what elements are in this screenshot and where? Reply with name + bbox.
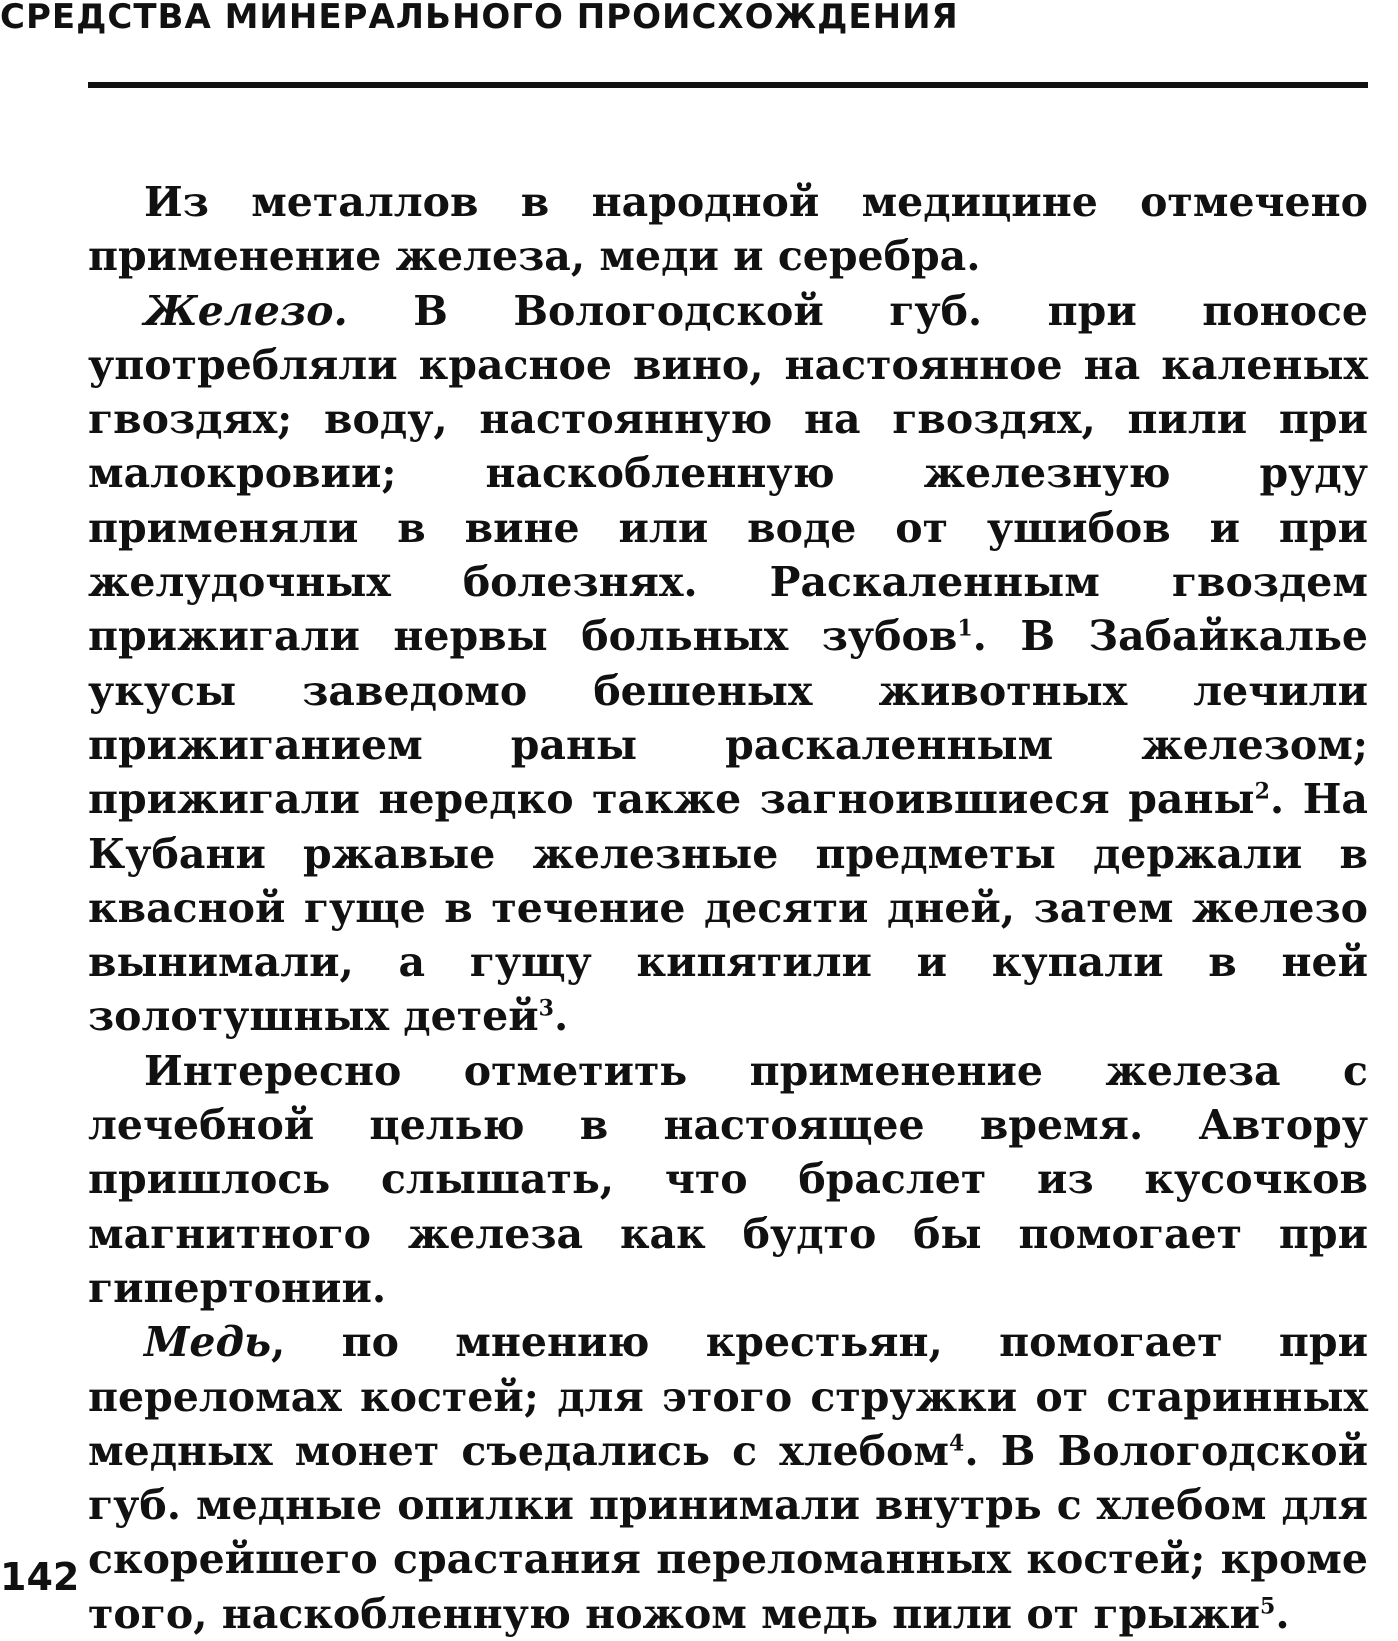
text-segment: , по мнению крестьян, помогает при переломах костей; для этого стружки от старинных медных монет съедались с хлебом (88, 1318, 1368, 1475)
text-segment: . На Кубани ржавые железные предметы держали в квасной гуще в течение десяти дней, затем железо вынимали, а гущу кипятили и купали в ней золотушных детей (88, 775, 1368, 1041)
footnote-ref-4[interactable]: 4 (949, 1430, 965, 1457)
paragraph-copper (88, 1315, 1368, 1641)
text-segment: . В Вологодской губ. медные опилки принимали внутрь с хлебом для скорейшего срастания переломанных костей; кроме того, наскобленную ножом медь пили от грыжи (88, 1426, 1368, 1638)
running-header: СРЕДСТВА МИНЕРАЛЬНОГО ПРОИСХОЖДЕНИЯ (0, 0, 959, 37)
header-rule (88, 82, 1368, 88)
paragraph-magnetic: Интересно отметить применение железа с лечебной целью в настоящее время. Автору пришлось слышать, что браслет из кусочков магнитного железа как будто бы помогает при гипертонии. (88, 1046, 1368, 1312)
footnote-ref-2[interactable]: 2 (1254, 778, 1270, 805)
text-segment: . (553, 992, 569, 1041)
paragraph-iron (88, 284, 1368, 1044)
footnote-ref-5[interactable]: 5 (1260, 1593, 1276, 1620)
paragraph-intro: Из металлов в народной медицине отмечено применение железа, меди и серебра. (88, 178, 1368, 281)
text-segment: . В Забайкалье укусы заведомо бешеных животных лечили прижиганием раны раскаленным железом; прижигали нередко также загноившиеся раны (88, 612, 1368, 824)
footnote-ref-3[interactable]: 3 (538, 995, 554, 1022)
term-copper: Медь (144, 1318, 272, 1367)
text-segment: . (1275, 1589, 1290, 1638)
term-iron: Железо. (144, 286, 348, 335)
body-text (88, 175, 1368, 1641)
page-number: 142 (0, 1555, 80, 1599)
text-segment: В Вологодской губ. при поносе употребляли красное вино, настоянное на каленых гвоздях; воду, настоянную на гвоздях, пили при малокровии; наскобленную железную руду применяли в вине или воде от ушибов и при желудочных болезнях. Раскаленным гвоздем прижигали нервы больных зубов (88, 286, 1368, 661)
footnote-ref-1[interactable]: 1 (957, 615, 973, 642)
